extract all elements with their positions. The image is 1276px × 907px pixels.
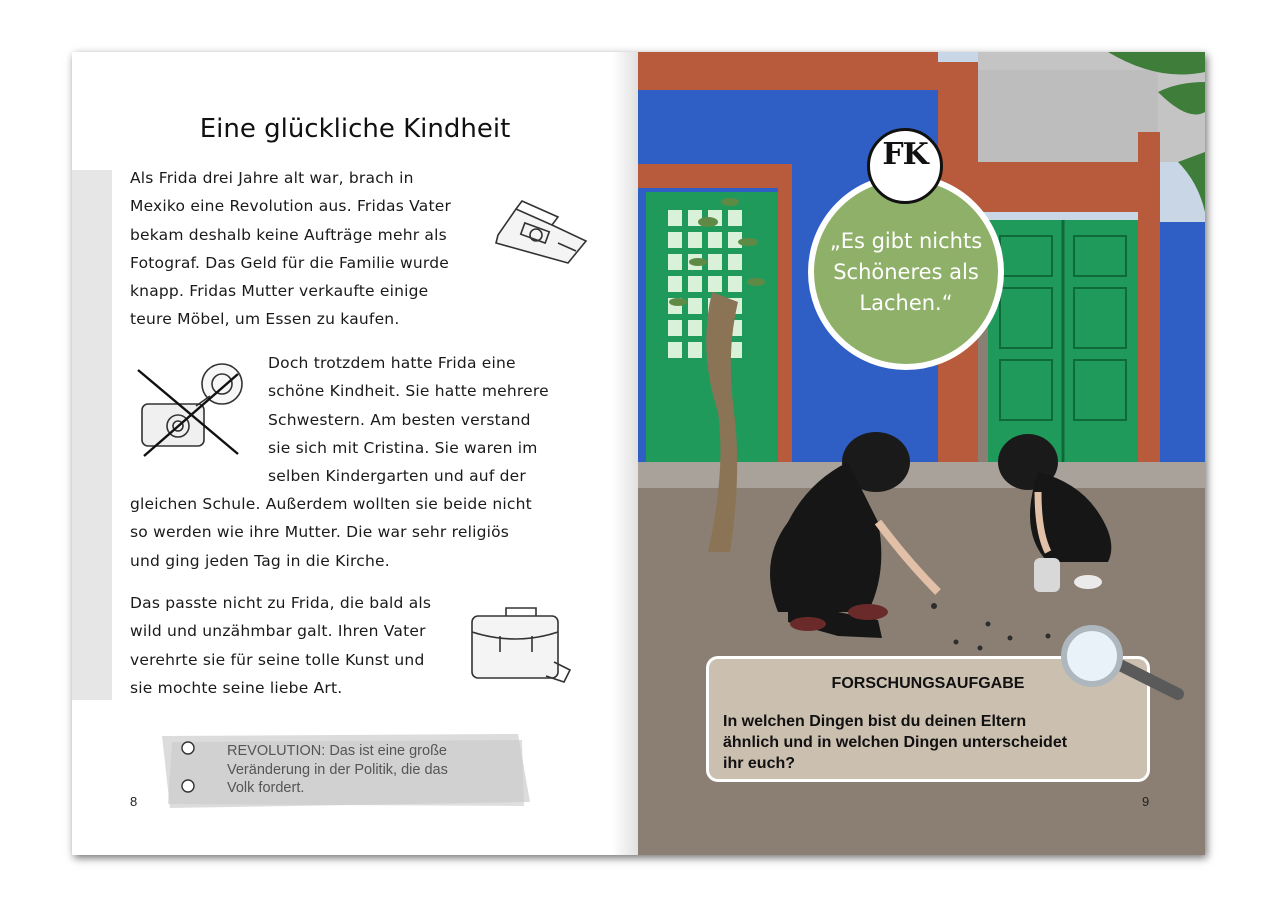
page-title: Eine glückliche Kindheit	[199, 114, 511, 144]
right-page	[638, 52, 1205, 855]
definition-text: REVOLUTION: Das ist eine große Veränderung in der Politik, die das Volk fordert.	[227, 743, 448, 796]
paragraph-1: Als Frida drei Jahre alt war, brach in Mexiko eine Revolution aus. Fridas Vater bekam deshalb keine Aufträge mehr als Fotograf. Das Geld für die Familie wurde knapp. Fridas Mutter verkaufte einige teure Möbel, um Essen zu kaufen.	[130, 169, 452, 329]
crossed-camera-icon	[134, 354, 250, 458]
magnifier-icon	[1052, 622, 1192, 706]
paragraph-3: Das passte nicht zu Frida, die bald als wild und unzähmbar galt. Ihren Vater verehrte sie für seine tolle Kunst und sie mochte seine liebe Art.	[130, 594, 432, 697]
pin-icon	[180, 740, 196, 756]
paragraph-2-full: gleichen Schule. Außerdem wollten sie beide nicht so werden wie ihre Mutter. Die war sehr religiös und ging jeden Tag in die Kirche.	[130, 495, 532, 570]
spine-shadow	[612, 52, 638, 855]
margin-bar	[72, 170, 112, 700]
paragraph-2-short: Doch trotzdem hatte Frida eine schöne Kindheit. Sie hatte mehrere Schwestern. Am besten verstand sie sich mit Cristina. Sie waren im selben Kindergarten und auf der	[268, 354, 549, 486]
page-number-left: 8	[130, 794, 138, 809]
book-spread	[72, 52, 1205, 855]
camera-icon	[488, 197, 592, 267]
pin-icon	[180, 778, 196, 794]
page-number-right: 9	[1142, 794, 1150, 809]
task-question: In welchen Dingen bist du deinen Eltern ähnlich und in welchen Dingen unterscheidet ihr euch?	[723, 713, 1068, 772]
fk-badge: FK	[867, 128, 943, 204]
left-page	[72, 52, 638, 855]
briefcase-icon	[466, 602, 576, 690]
task-title: FORSCHUNGSAUFGABE	[831, 675, 1025, 692]
quote-circle: „Es gibt nichts Schöneres als Lachen.“	[808, 174, 1004, 370]
